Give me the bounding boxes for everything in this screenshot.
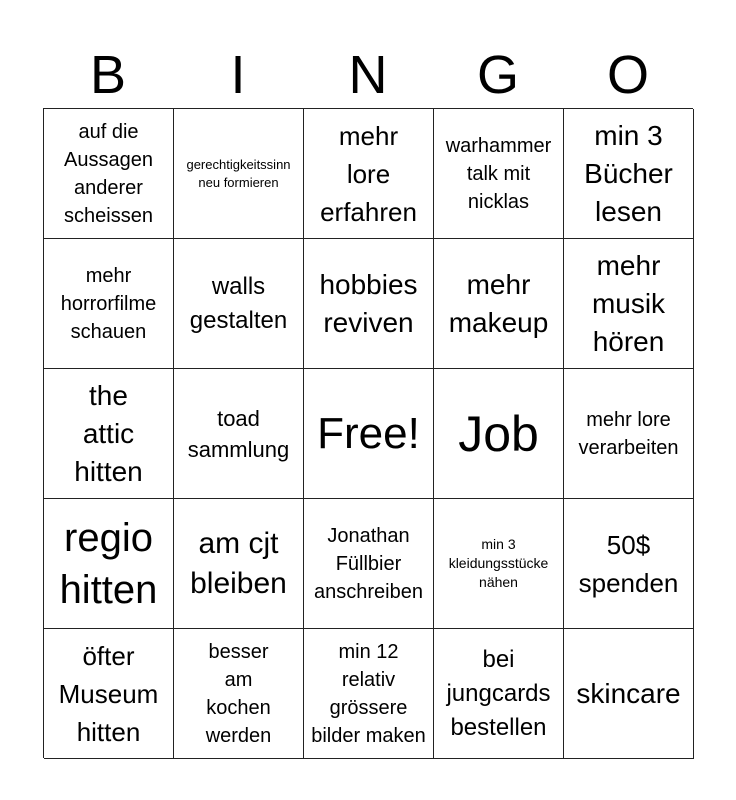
bingo-cell xyxy=(564,239,694,369)
title-letter-n: N xyxy=(348,45,388,105)
bingo-cell xyxy=(434,499,564,629)
cell-text: min 3 Bücher lesen xyxy=(584,119,673,227)
cell-text: Jonathan Füllbier anschreiben xyxy=(314,524,423,603)
bingo-cell xyxy=(44,239,174,369)
bingo-cell xyxy=(304,629,434,759)
bingo-cell xyxy=(304,109,434,239)
cell-text: regio hitten xyxy=(59,515,158,612)
bingo-cell xyxy=(174,499,304,629)
bingo-grid xyxy=(43,108,693,758)
cell-text: 50$ spenden xyxy=(578,529,679,598)
cell-text: walls gestalten xyxy=(189,272,288,334)
cell-text: the attic hitten xyxy=(74,379,143,487)
bingo-cell xyxy=(564,629,694,759)
cell-text: mehr makeup xyxy=(448,268,549,338)
cell-text: bei jungcards bestellen xyxy=(446,645,551,741)
bingo-cell xyxy=(44,369,174,499)
bingo-cell xyxy=(434,109,564,239)
cell-text: hobbies reviven xyxy=(319,268,418,338)
bingo-cell xyxy=(304,499,434,629)
bingo-cell xyxy=(304,239,434,369)
cell-text: warhammer talk mit nicklas xyxy=(445,134,552,213)
cell-text: mehr lore erfahren xyxy=(320,120,417,227)
bingo-cell xyxy=(304,369,434,499)
cell-text: min 3 kleidungsstücke nähen xyxy=(448,536,549,590)
cell-text: mehr horrorfilme schauen xyxy=(60,264,157,343)
cell-text: öfter Museum hitten xyxy=(58,640,159,747)
bingo-cell xyxy=(44,499,174,629)
bingo-cell xyxy=(174,369,304,499)
cell-text: Job xyxy=(458,405,539,462)
bingo-cell xyxy=(564,109,694,239)
title-letter-o: O xyxy=(606,45,649,105)
bingo-cell xyxy=(434,629,564,759)
cell-text: besser am kochen werden xyxy=(205,640,272,747)
bingo-cell xyxy=(174,239,304,369)
bingo-cell xyxy=(174,629,304,759)
cell-text: mehr lore verarbeiten xyxy=(578,408,679,459)
cell-text: Free! xyxy=(317,408,420,458)
cell-text: mehr musik hören xyxy=(591,249,666,357)
bingo-cell xyxy=(434,239,564,369)
bingo-cell xyxy=(564,499,694,629)
bingo-cell xyxy=(434,369,564,499)
bingo-cell xyxy=(44,629,174,759)
cell-text: am cjt bleiben xyxy=(190,526,287,600)
cell-text: skincare xyxy=(576,677,681,709)
cell-text: auf die Aussagen anderer scheissen xyxy=(64,120,153,227)
bingo-cell xyxy=(564,369,694,499)
cell-text: gerechtigkeitssinn neu formieren xyxy=(186,156,291,190)
bingo-cell xyxy=(174,109,304,239)
title-letter-g: G xyxy=(476,45,519,105)
title-letter-b: B xyxy=(89,45,127,105)
title-letter-i: I xyxy=(230,45,246,105)
cell-text: min 12 relativ grössere bilder maken xyxy=(311,640,426,747)
bingo-title xyxy=(43,42,693,108)
bingo-cell xyxy=(44,109,174,239)
cell-text: toad sammlung xyxy=(187,405,290,462)
